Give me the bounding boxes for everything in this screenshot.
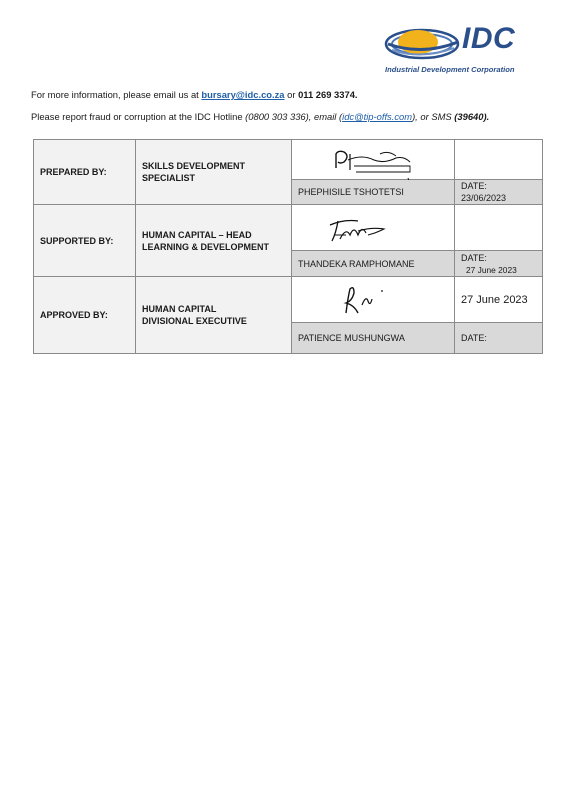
info-middle: or xyxy=(284,89,299,100)
signoff-label: PREPARED BY: xyxy=(34,140,136,205)
signoff-role xyxy=(136,277,292,354)
signoff-table xyxy=(33,139,543,354)
date-value: 23/06/2023 xyxy=(461,193,507,203)
signature-box xyxy=(292,277,455,323)
signoff-label: APPROVED BY: xyxy=(34,277,136,354)
tipoff-email-link[interactable]: idc@tip-offs.com xyxy=(342,111,413,122)
signoff-row-prepared xyxy=(34,140,543,180)
bursary-email-link[interactable]: bursary@idc.co.za xyxy=(201,89,285,100)
date-top xyxy=(455,205,543,251)
signature-tshotetsi-icon xyxy=(292,140,454,180)
signoff-role xyxy=(136,205,292,277)
role-line-1: HUMAN CAPITAL – HEAD xyxy=(142,229,252,240)
fraud-prefix: Please report fraud or corruption at the IDC Hotline xyxy=(31,111,246,122)
fraud-hotline: (0800 303 336), email ( xyxy=(245,111,343,122)
signoff-label: SUPPORTED BY: xyxy=(34,205,136,277)
role-line-1: HUMAN CAPITAL xyxy=(142,304,217,314)
fraud-after-email: ), or SMS xyxy=(412,111,455,122)
info-phone: 011 269 3374. xyxy=(298,89,358,100)
fraud-sms: (39640). xyxy=(454,111,490,122)
signature-ramphomane-icon xyxy=(292,205,454,249)
date-label: DATE: xyxy=(461,333,487,344)
role-line-2: SPECIALIST xyxy=(142,173,196,183)
date-cell xyxy=(455,323,543,354)
signature-mushungwa-icon xyxy=(292,277,454,321)
signature-box xyxy=(292,140,455,180)
signature-box xyxy=(292,205,455,251)
fraud-line xyxy=(31,111,489,122)
role-line-2: DIVISIONAL EXECUTIVE xyxy=(142,316,247,326)
date-cell xyxy=(455,251,543,277)
signoff-role xyxy=(136,140,292,205)
date-label: DATE: xyxy=(461,252,487,263)
logo-wordmark: IDC xyxy=(462,22,516,55)
signatory-name: PATIENCE MUSHUNGWA xyxy=(292,323,455,354)
logo-subtitle: Industrial Development Corporation xyxy=(385,65,515,74)
signatory-name: THANDEKA RAMPHOMANE xyxy=(292,251,455,277)
role-line-2: LEARNING & DEVELOPMENT xyxy=(142,241,270,252)
date-top xyxy=(455,140,543,180)
role-line-1: SKILLS DEVELOPMENT xyxy=(142,161,246,171)
signoff-row-supported xyxy=(34,205,543,251)
date-value: 27 June 2023 xyxy=(466,264,517,275)
date-label: DATE: xyxy=(461,181,487,191)
info-prefix: For more information, please email us at xyxy=(31,89,202,100)
signatory-name: PHEPHISILE TSHOTETSI xyxy=(292,180,455,205)
info-line xyxy=(31,89,358,100)
signoff-row-approved xyxy=(34,277,543,323)
date-cell xyxy=(455,180,543,205)
idc-logo-emblem-icon xyxy=(382,22,462,68)
date-top: 27 June 2023 xyxy=(455,277,543,323)
